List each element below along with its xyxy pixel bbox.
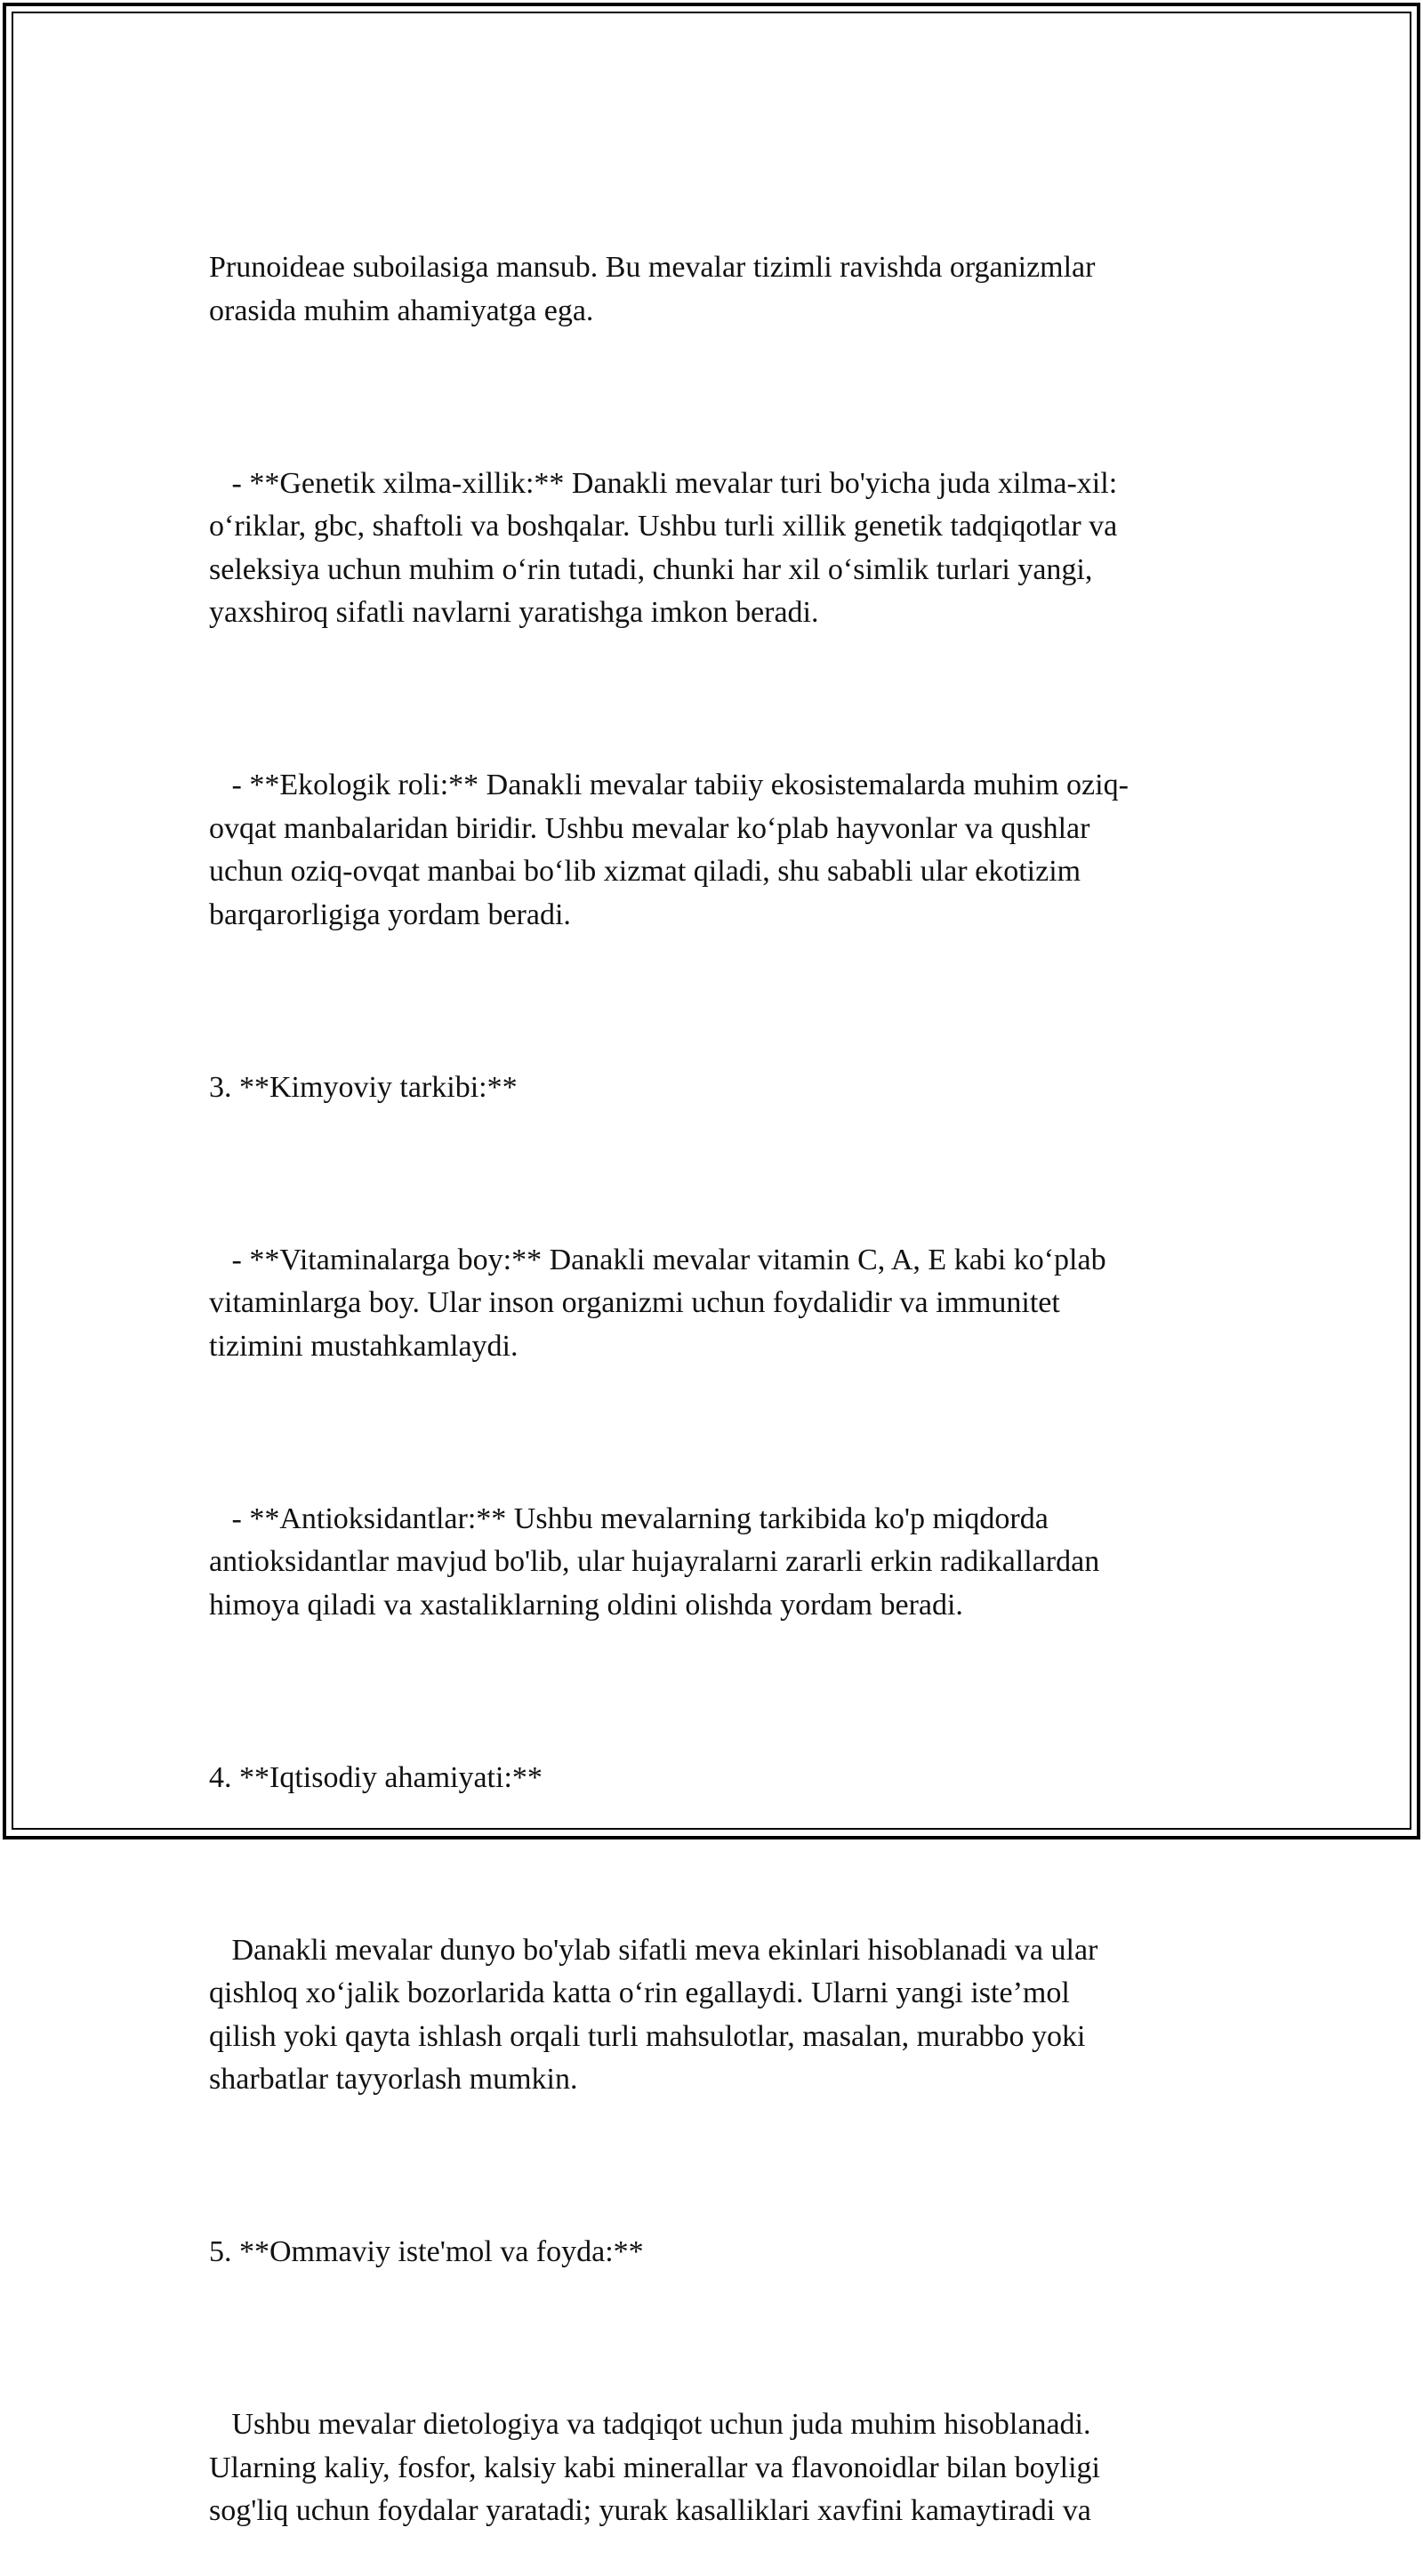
paragraph-mass-consumption: Ushbu mevalar dietologiya va tadqiqot uchun juda muhim hisoblanadi. Ularning kaliy, fosfor, kalsiy kabi minerallar va flavonoidlar bilan boyligi sog'liq uchun foydalar yaratadi; yurak kasalliklari xavfini kamaytiradi va [209, 2408, 1101, 2527]
paragraph-economic-importance: Danakli mevalar dunyo bo'ylab sifatli meva ekinlari hisoblanadi va ular qishloq xo‘jalik bozorlarida katta o‘rin egallaydi. Ularni yangi iste’mol qilish yoki qayta ishlash orqali turli mahsulotlar, masalan, murabbo yoki sharbatlar tayyorlash mumkin. [209, 1933, 1098, 2096]
document-body [209, 160, 1214, 2576]
heading-chemical-composition: 3. **Kimyoviy tarkibi:** [209, 1070, 518, 1104]
paragraph-intro: Prunoideae suboilasiga mansub. Bu mevalar tizimli ravishda organizmlar orasida muhim ahamiyatga ega. [209, 251, 1096, 327]
paragraph-antioxidants: - **Antioksidantlar:** Ushbu mevalarning tarkibida ko'p miqdorda antioksidantlar mavjud bo'lib, ular hujayralarni zararli erkin radikallardan himoya qiladi va xastaliklarning oldini olishda yordam beradi. [209, 1501, 1100, 1622]
heading-mass-consumption: 5. **Ommaviy iste'mol va foyda:** [209, 2235, 644, 2268]
paragraph-vitamins: - **Vitaminalarga boy:** Danakli mevalar vitamin C, A, E kabi ko‘plab vitaminlarga boy. Ular inson organizmi uchun foydalidir va immunitet tizimini mustahkamlaydi. [209, 1243, 1106, 1363]
heading-economic-importance: 4. **Iqtisodiy ahamiyati:** [209, 1760, 543, 1794]
paragraph-genetic-diversity: - **Genetik xilma-xillik:** Danakli mevalar turi bo'yicha juda xilma-xil: o‘riklar, gbc, shaftoli va boshqalar. Ushbu turli xillik genetik tadqiqotlar va seleksiya uchun muhim o‘rin tutadi, chunki har xil o‘simlik turlari yangi, yaxshiroq sifatli navlarni yaratishga imkon beradi. [209, 466, 1118, 629]
paragraph-ecological-role: - **Ekologik roli:** Danakli mevalar tabiiy ekosistemalarda muhim oziq- ovqat manbalaridan biridir. Ushbu mevalar ko‘plab hayvonlar va qushlar uchun oziq-ovqat manbai bo‘lib xizmat qiladi, shu sababli ular ekotizim barqarorligiga yordam beradi. [209, 769, 1129, 931]
